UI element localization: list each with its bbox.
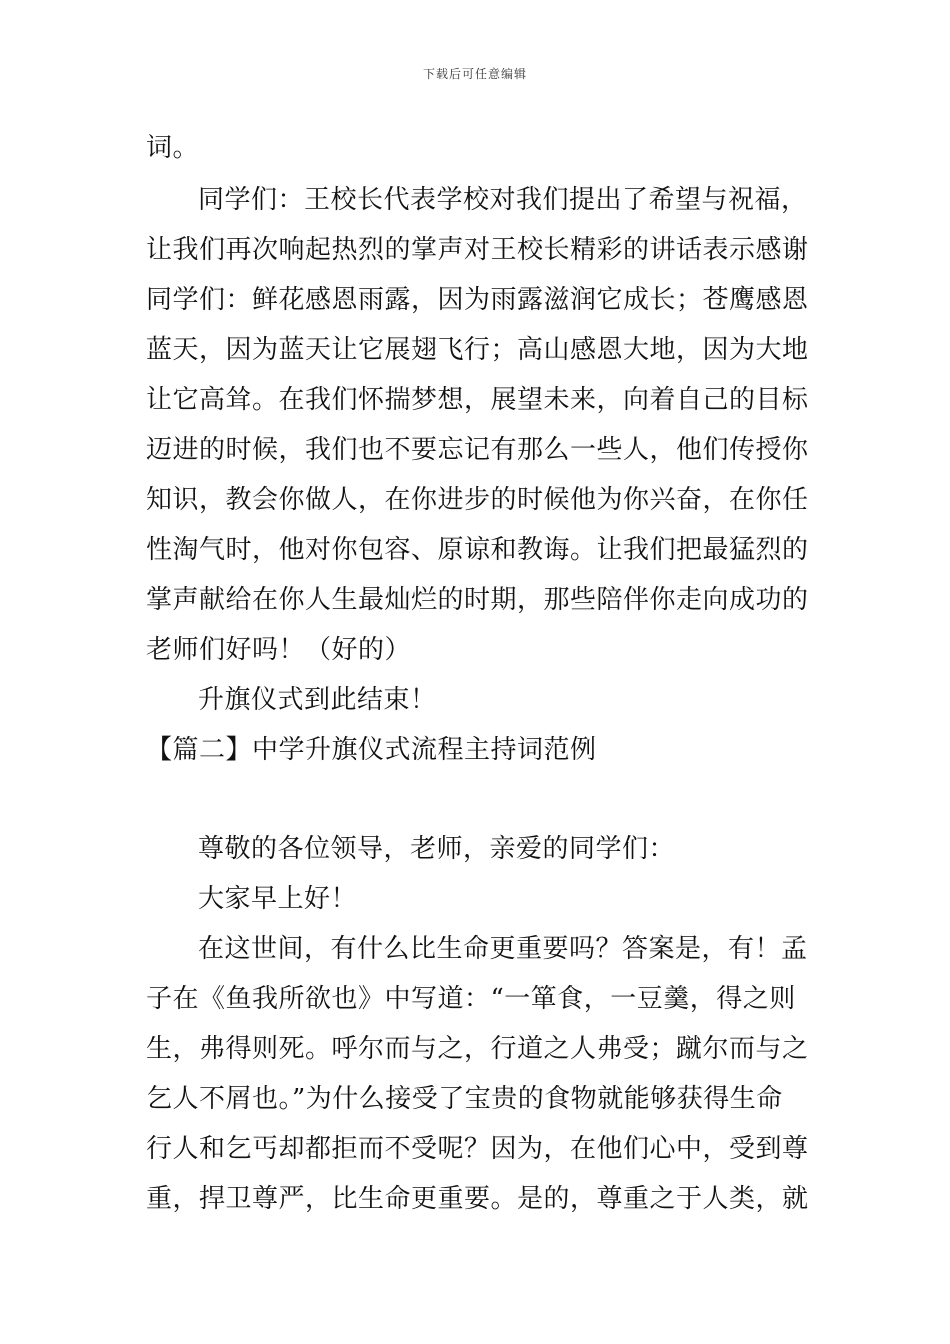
- text-line: 掌声献给在你人生最灿烂的时期，那些陪伴你走向成功的: [146, 585, 809, 615]
- text-line: 老师们好吗！（好的）: [146, 635, 412, 665]
- text-line: 子在《鱼我所欲也》中写道：“一箪食，一豆羹，得之则: [146, 984, 796, 1014]
- text-line: 行人和乞丐却都拒而不受呢？因为，在他们心中，受到尊: [146, 1134, 809, 1164]
- text-line: 词。: [146, 133, 200, 163]
- text-line: 同学们：王校长代表学校对我们提出了希望与祝福，: [198, 185, 808, 215]
- text-line: 知识，教会你做人，在你进步的时候他为你兴奋，在你任: [146, 485, 809, 515]
- text-line: 乞人不屑也。”为什么接受了宝贵的食物就能够获得生命: [146, 1084, 783, 1114]
- salutation: 尊敬的各位领导，老师，亲爱的同学们：: [198, 834, 676, 864]
- text-line: 让它高耸。在我们怀揣梦想，展望未来，向着自己的目标: [146, 385, 809, 415]
- section-heading: 【篇二】中学升旗仪式流程主持词范例: [146, 735, 597, 765]
- text-line: 蓝天，因为蓝天让它展翅飞行；高山感恩大地，因为大地: [146, 335, 809, 365]
- text-line: 在这世间，有什么比生命更重要吗？答案是，有！孟: [198, 934, 808, 964]
- text-line: 迈进的时候，我们也不要忘记有那么一些人，他们传授你: [146, 435, 809, 465]
- greeting: 大家早上好！: [198, 884, 358, 914]
- text-line: 让我们再次响起热烈的掌声对王校长精彩的讲话表示感谢: [146, 235, 809, 265]
- text-line: 同学们：鲜花感恩雨露，因为雨露滋润它成长；苍鹰感恩: [146, 285, 809, 315]
- text-line: 性淘气时，他对你包容、原谅和教诲。让我们把最猛烈的: [146, 535, 809, 565]
- page-header-note: 下载后可任意编辑: [422, 67, 527, 81]
- text-line: 升旗仪式到此结束！: [198, 685, 437, 715]
- text-line: 重，捍卫尊严，比生命更重要。是的，尊重之于人类，就: [146, 1184, 809, 1214]
- text-line: 生，弗得则死。呼尔而与之，行道之人弗受；蹴尔而与之: [146, 1034, 809, 1064]
